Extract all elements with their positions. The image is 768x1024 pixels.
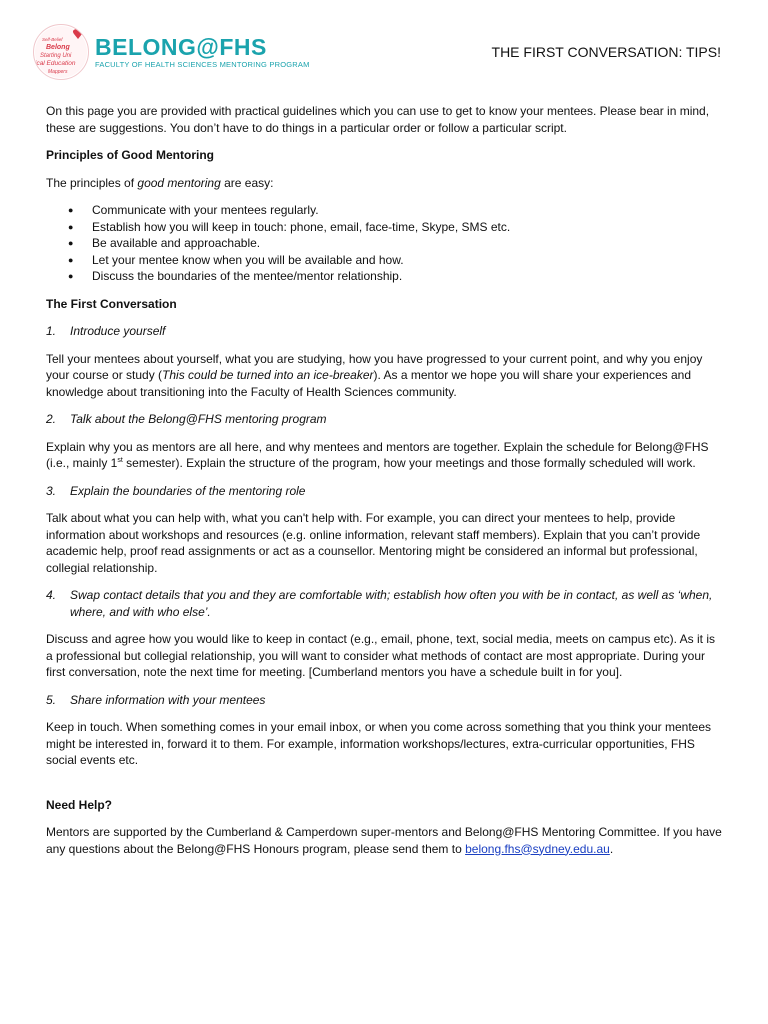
principles-lead-text: are easy: (220, 175, 274, 190)
step-heading (46, 587, 722, 620)
page-title: THE FIRST CONVERSATION: TIPS! (491, 44, 721, 60)
principles-lead-text: The principles of (46, 175, 138, 190)
list-item (46, 219, 722, 236)
step-body-text: ). As a mentor we hope you will share your experiences and knowledge about transitioning into the Faculty of Health Sciences community. (46, 368, 692, 399)
list-item-text: Discuss the boundaries of the mentee/mentor relationship. (92, 269, 403, 283)
list-item-text: Communicate with your mentees regularly. (92, 203, 319, 217)
badge-word: ical Education (35, 60, 76, 67)
ordinal-suffix: st (117, 457, 123, 464)
help-text: Mentors are supported by the Cumberland & Camperdown super-mentors and Belong@FHS Mentoring Committee. If you have any questions about the Belong@FHS Honours program, please send them to (46, 825, 722, 856)
step-body (46, 439, 722, 472)
brand-subtitle: FACULTY OF HEALTH SCIENCES MENTORING PROGRAM (95, 60, 310, 69)
step-body-text: Tell your mentees about yourself, what you are studying, how you have progressed to your current point, and why you enjoy your course or study ( (46, 351, 703, 382)
badge-word: Self-Belief (42, 37, 63, 42)
principles-list (46, 202, 722, 285)
badge-word: Mappers (48, 69, 68, 75)
bullet-icon: ● (68, 221, 74, 232)
principles-heading: Principles of Good Mentoring (46, 148, 214, 162)
document-body (46, 103, 722, 868)
badge-word: Starting Uni (40, 53, 72, 59)
step-body-text: semester). Explain the structure of the program, how your meetings and those formally scheduled will work. (122, 456, 696, 470)
step-body: Talk about what you can help with, what you can't help with. For example, you can direct your mentees to help, provide information about workshops and resources (e.g. online information, relevant staff members). Explain that you can’t provide academic help, proof read assignments or act as a counsellor. Mentoring might be considered an informal but professional, collegial relationship. (46, 511, 701, 575)
step-number: 1. (46, 324, 57, 338)
step-title: Talk about the Belong@FHS mentoring program (70, 412, 327, 426)
list-item-text: Be available and approachable. (92, 236, 261, 250)
step-number: 3. (46, 483, 57, 498)
list-item (46, 202, 722, 219)
step-title: Introduce yourself (70, 324, 166, 338)
step-heading (46, 692, 722, 709)
step-heading (46, 323, 722, 340)
principles-lead-emphasis: good mentoring (137, 175, 221, 190)
step-heading (46, 411, 722, 428)
step-body: Keep in touch. When something comes in your email inbox, or when you come across something that you think your mentees might be interested in, forward it to them. For example, information workshops/lectures, extra-curricular opportunities, FHS social events etc. (46, 720, 712, 767)
step-title: Explain the boundaries of the mentoring role (70, 483, 306, 498)
step-number: 2. (46, 412, 57, 426)
list-item-text: Let your mentee know when you will be available and how. (92, 252, 404, 267)
intro-paragraph: On this page you are provided with practical guidelines which you can use to get to know your mentees. Please bear in mind, these are suggestions. You don’t have to do things in a particular order or follow a particular script. (46, 104, 710, 135)
step-title: Swap contact details that you and they are comfortable with; establish how often you with be in contact, as well as ‘when, where, and with who else’. (70, 588, 713, 619)
brand-title: BELONG@FHS (95, 34, 267, 60)
step-heading (46, 483, 722, 500)
step-body-text: Explain why you as mentors are all here, and why mentees and mentors are together. Explain the schedule for Belong@FHS (i.e., mainly 1 (46, 439, 709, 470)
list-item (46, 268, 722, 285)
first-conversation-heading: The First Conversation (46, 296, 177, 311)
logo-badge (33, 24, 89, 80)
bullet-icon: ● (68, 238, 74, 248)
step-number: 5. (46, 692, 57, 707)
step-number: 4. (46, 588, 57, 602)
list-item (46, 252, 722, 269)
bullet-icon: ● (68, 254, 74, 265)
email-link[interactable]: belong.fhs@sydney.edu.au (465, 841, 610, 856)
step-body: Discuss and agree how you would like to keep in contact (e.g., email, phone, text, social media, meets on campus etc). As it is a professional but collegial relationship, you will want to consider what methods of contact are most appropriate. During your first conversation, note the next time for meeting. [Cumberland mentors you have a schedule built in for you]. (46, 632, 715, 679)
bullet-icon: ● (68, 271, 74, 281)
help-heading: Need Help? (46, 797, 113, 812)
principles-lead (46, 175, 722, 192)
help-paragraph (46, 824, 722, 857)
section-spacer (46, 780, 722, 797)
help-text: . (609, 841, 614, 856)
step-body (46, 351, 722, 401)
step-body-emphasis: This could be turned into an ice-breaker (162, 368, 374, 382)
badge-word: Belong (46, 44, 70, 51)
list-item-text: Establish how you will keep in touch: phone, email, face-time, Skype, SMS etc. (92, 219, 511, 234)
logo-badge-graphic (34, 25, 88, 79)
bullet-icon: ● (68, 205, 74, 215)
list-item (46, 235, 722, 252)
step-title: Share information with your mentees (70, 692, 266, 707)
